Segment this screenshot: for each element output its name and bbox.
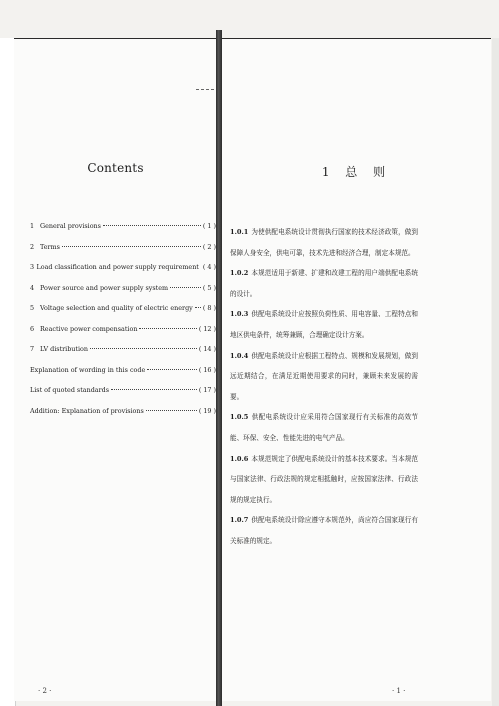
toc-entry-title: List of quoted standards xyxy=(30,386,110,394)
scan-artifact xyxy=(196,89,214,94)
article-paragraph xyxy=(230,510,418,551)
toc-entry[interactable] xyxy=(30,407,216,428)
chapter-title: 1 总 则 xyxy=(321,165,392,179)
toc-entry-title: Explanation of wording in this code xyxy=(30,365,146,374)
toc-entry-title: LV distribution xyxy=(40,345,88,353)
toc-dot-leader xyxy=(90,348,197,349)
toc-entry-page: ( 17 ) xyxy=(198,386,216,394)
article-list xyxy=(230,222,418,552)
article-text: 本规范规定了供配电系统设计的基本技术要求。当本规范与国家法律、行政法规的规定相抵触时，应按国家法律、行政法规的规定执行。 xyxy=(230,454,418,504)
right-page-edge xyxy=(492,38,499,706)
left-page xyxy=(14,38,217,701)
toc-entry-number: 4 xyxy=(30,283,35,292)
toc-entry-number: 5 xyxy=(30,304,35,312)
toc-entry-title: Power source and power supply system xyxy=(40,283,169,292)
article-number: 1.0.4 xyxy=(230,351,249,360)
toc-entry[interactable] xyxy=(30,284,216,305)
toc-dot-leader xyxy=(103,225,201,226)
toc-dot-leader xyxy=(170,287,201,288)
toc-entry[interactable] xyxy=(30,386,216,407)
toc-entry-title: Terms xyxy=(40,242,60,251)
toc-entry-page: ( 16 ) xyxy=(198,365,216,374)
toc-dot-leader xyxy=(139,328,196,329)
article-paragraph xyxy=(230,449,418,511)
toc-entry-page: ( 2 ) xyxy=(202,242,216,251)
toc-entry-number: 6 xyxy=(30,324,35,333)
article-number: 1.0.3 xyxy=(230,310,249,319)
article-number: 1.0.1 xyxy=(230,228,249,236)
toc-entry-title: Addition: Explanation of provisions xyxy=(30,406,144,415)
toc-entry-page: ( 1 ) xyxy=(202,222,216,230)
toc-entry-title: General provisions xyxy=(40,222,101,230)
toc-entry[interactable] xyxy=(30,345,216,366)
table-of-contents xyxy=(30,222,216,427)
toc-entry[interactable] xyxy=(30,325,216,346)
article-number: 1.0.7 xyxy=(230,516,249,525)
article-number: 1.0.6 xyxy=(230,454,249,463)
toc-entry-number: 3 xyxy=(30,263,35,271)
toc-entry-title: Load classification and power supply requirement xyxy=(36,263,199,271)
article-text: 供配电系统设计应按照负荷性质、用电容量、工程特点和地区供电条件，统筹兼顾，合理确定设计方案。 xyxy=(230,310,418,339)
left-page-number: · 2 · xyxy=(38,687,52,695)
toc-entry-page: ( 5 ) xyxy=(202,283,216,292)
article-paragraph xyxy=(230,222,418,263)
article-text: 供配电系统设计除应遵守本规范外，尚应符合国家现行有关标准的规定。 xyxy=(230,516,418,545)
toc-entry-page: ( 14 ) xyxy=(198,345,216,353)
article-paragraph xyxy=(230,407,418,448)
toc-dot-leader xyxy=(146,410,197,411)
toc-entry[interactable] xyxy=(30,243,216,264)
article-number: 1.0.2 xyxy=(230,269,249,278)
toc-entry-number: 7 xyxy=(30,345,35,353)
right-page xyxy=(222,38,491,701)
article-text: 本规范适用于新建、扩建和改建工程的用户端供配电系统的设计。 xyxy=(230,269,418,298)
article-text: 供配电系统设计应根据工程特点、规模和发展规划，做到远近期结合，在满足近期使用要求的同时，兼顾未来发展的需要。 xyxy=(230,351,418,401)
article-paragraph xyxy=(230,304,418,345)
toc-entry-number: 1 xyxy=(30,222,35,230)
article-paragraph xyxy=(230,346,418,408)
toc-entry-page: ( 12 ) xyxy=(198,324,216,333)
toc-entry[interactable] xyxy=(30,304,216,325)
toc-entry[interactable] xyxy=(30,263,216,284)
article-number: 1.0.5 xyxy=(230,413,249,422)
toc-entry-page: ( 4 ) xyxy=(202,263,216,271)
toc-entry[interactable] xyxy=(30,222,216,243)
toc-dot-leader xyxy=(147,369,197,370)
toc-dot-leader xyxy=(62,246,201,247)
right-page-number: · 1 · xyxy=(392,687,406,695)
toc-dot-leader xyxy=(111,389,197,390)
contents-title: Contents xyxy=(87,161,144,175)
toc-dot-leader xyxy=(195,307,201,308)
toc-entry-page: ( 8 ) xyxy=(202,304,216,312)
toc-entry-title: Voltage selection and quality of electric energy xyxy=(40,304,193,312)
toc-entry[interactable] xyxy=(30,366,216,387)
toc-entry-number: 2 xyxy=(30,242,35,251)
article-text: 为使供配电系统设计贯彻执行国家的技术经济政策，做到保障人身安全，供电可靠，技术先进和经济合理，制定本规范。 xyxy=(230,228,418,257)
toc-entry-title: Reactive power compensation xyxy=(40,324,138,333)
toc-entry-page: ( 19 ) xyxy=(198,406,216,415)
article-paragraph xyxy=(230,263,418,304)
article-text: 供配电系统设计应采用符合国家现行有关标准的高效节能、环保、安全、性能先进的电气产品。 xyxy=(230,413,418,442)
